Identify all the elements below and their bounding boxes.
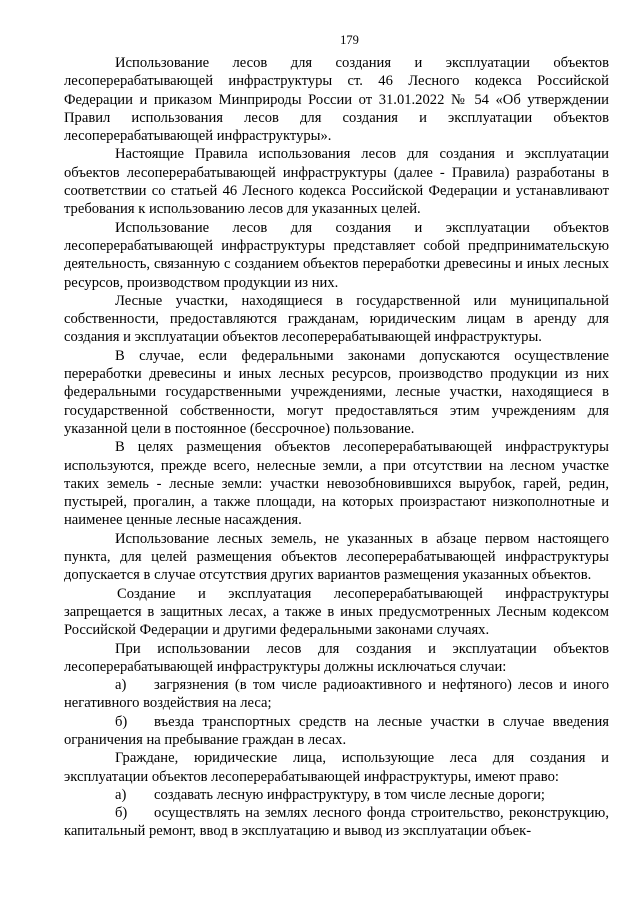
list-marker: а) — [115, 786, 127, 803]
paragraph-7: Использование лесных земель, не указанных в абзаце первом настоящего пункта, для целей размещения объектов лесоперерабатывающей инфраструктуры допускается в случае отсутствия других вариантов размещения указанных объектов. — [64, 530, 609, 584]
list-item — [64, 676, 609, 713]
paragraph-6: В целях размещения объектов лесоперерабатывающей инфраструктуры используются, прежде всего, нелесные земли, а при отсутствии на лесном участке таких земель - лесные земли: участки невозобновившихся вырубок, гарей, редин, пустырей, прогалин, а также площади, на которых произрастают низкополнотные и наименее ценные лесные насаждения. — [64, 439, 609, 529]
paragraph-1: Использование лесов для создания и эксплуатации объектов лесоперерабатывающей инфраструктуры ст. 46 Лесного кодекса Российской Федерации и приказом Минприроды России от 31.01.2022 № 54 «Об утверждении Правил использования лесов для создания и эксплуатации объектов лесоперерабатывающей инфраструктуры». — [64, 55, 609, 145]
paragraph-4: Лесные участки, находящиеся в государственной или муниципальной собственности, предоставляются гражданам, юридическим лицам в аренду для создания и эксплуатации объектов лесоперерабатывающей инфраструктуры. — [64, 292, 609, 346]
list-item-text: загрязнения (в том числе радиоактивного и нефтяного) лесов и иного негативного воздействия на леса; — [64, 677, 609, 712]
list-marker: б) — [115, 713, 128, 730]
list-marker: б) — [115, 805, 128, 822]
rights-intro: Граждане, юридические лица, использующие леса для создания и эксплуатации объектов лесоперерабатывающей инфраструктуры, имеют право: — [64, 750, 609, 785]
list-item-text: въезда транспортных средств на лесные участки в случае введения ограничения на пребывание граждан в лесах. — [64, 713, 609, 748]
page-number: 179 — [340, 33, 359, 47]
list-item — [64, 786, 609, 804]
paragraph-9: При использовании лесов для создания и эксплуатации объектов лесоперерабатывающей инфраструктуры должны исключаться случаи: — [64, 640, 609, 675]
paragraph-8: Создание и эксплуатация лесоперерабатывающей инфраструктуры запрещается в защитных лесах, а также в иных предусмотренных Лесным кодексом Российской Федерации и другими федеральными законами случаях. — [64, 585, 609, 639]
list-item-text: создавать лесную инфраструктуру, в том числе лесные дороги; — [154, 786, 545, 803]
paragraph-3: Использование лесов для создания и эксплуатации объектов лесоперерабатывающей инфраструктуры представляет собой предпринимательскую деятельность, связанную с созданием объектов переработки древесины и иных лесных ресурсов, производством продукции из них. — [64, 219, 609, 291]
list-item-text: осуществлять на землях лесного фонда строительство, реконструкцию, капитальный ремонт, ввод в эксплуатацию и вывод из эксплуатации объек- — [64, 805, 609, 840]
list-item — [64, 804, 609, 841]
list-marker: а) — [115, 677, 127, 694]
paragraph-2: Настоящие Правила использования лесов для создания и эксплуатации объектов лесоперерабатывающей инфраструктуры (далее - Правила) разработаны в соответствии со статьей 46 Лесного кодекса Российской Федерации и устанавливают требования к использованию лесов для указанных целей. — [64, 146, 609, 218]
list-item — [64, 713, 609, 750]
paragraph-5: В случае, если федеральными законами допускаются осуществление переработки древесины и иных лесных ресурсов, производство продукции из них федеральными государственными учреждениями, лесные участки, находящиеся в государственной собственности, могут предоставляться этим учреждениям для указанной цели в постоянное (бессрочное) пользование. — [64, 347, 609, 437]
